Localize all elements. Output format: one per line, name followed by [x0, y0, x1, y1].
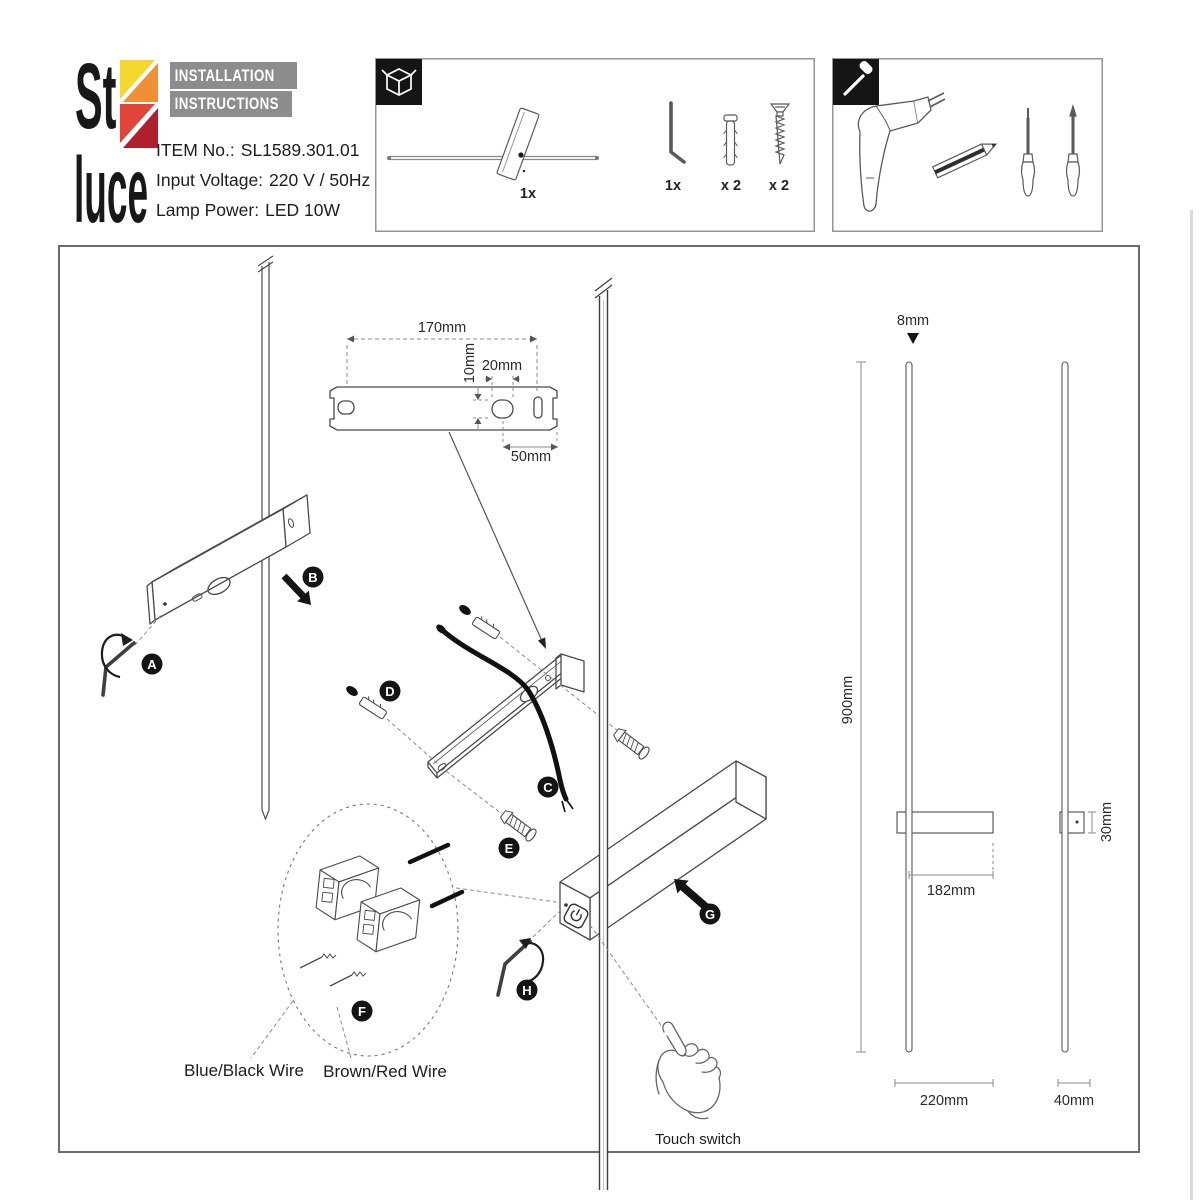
dim-front-width: 220mm [919, 1093, 969, 1109]
item-number-value: SL1589.301.01 [240, 140, 360, 160]
title-line-2: INSTRUCTIONS [174, 94, 279, 113]
step-letter-e: E [504, 841, 514, 856]
scan-edge-shadow [1190, 210, 1193, 1200]
dim-rod-diameter: 8mm [896, 313, 930, 329]
brown-red-wire-label: Brown/Red Wire [323, 1062, 447, 1081]
step-letter-f: F [358, 1004, 366, 1019]
logo-color-mark [120, 60, 158, 148]
side-view-screw-dot [1076, 821, 1079, 824]
step-marker-f [352, 1001, 373, 1022]
front-view-rod [906, 362, 912, 1052]
st-luce-logo [72, 52, 164, 234]
dim-slot-height: 10mm [462, 342, 478, 384]
instructions-title-bar [170, 91, 292, 117]
lamp-power-line [156, 200, 340, 221]
step-marker-d [380, 681, 401, 702]
touch-switch-label: Touch switch [655, 1131, 741, 1148]
input-voltage-line [156, 170, 370, 191]
logo-wordmark-top [75, 52, 116, 149]
step-marker-g [700, 904, 721, 925]
logo-text-luce: luce [74, 137, 149, 234]
lamp-power-value: LED 10W [265, 200, 340, 220]
wall-plug-qty-label: x 2 [720, 178, 742, 194]
step-marker-e [499, 838, 520, 859]
package-contents-panel [375, 58, 815, 232]
step-letter-a: A [147, 657, 157, 672]
dim-body-length: 182mm [926, 883, 976, 899]
item-number-line [156, 140, 360, 161]
package-panel-border [376, 59, 815, 232]
step-marker-c [538, 777, 559, 798]
step-marker-a [142, 654, 163, 675]
set-screw-hole [564, 903, 568, 907]
main-installation-diagram [58, 245, 1140, 1200]
step-letter-c: C [543, 780, 553, 795]
tools-panel [832, 58, 1103, 232]
bracket-drawing-2d [330, 387, 557, 430]
dim-side-width: 40mm [1053, 1093, 1095, 1109]
title-line-1: INSTALLATION [174, 65, 275, 85]
lamp-power-label: Lamp Power: [156, 200, 260, 220]
step-letter-g: G [704, 907, 716, 922]
step-letter-h: H [522, 983, 532, 998]
lamp-qty-label: 1x [519, 186, 537, 202]
item-number-label: ITEM No.: [156, 140, 235, 160]
logo-text-st: St [75, 52, 117, 149]
screw-qty-label: x 2 [768, 178, 790, 194]
allen-key-qty-label: 1x [664, 178, 682, 194]
dim-bracket-length: 170mm [417, 320, 467, 336]
side-view-rod [1062, 362, 1068, 1052]
step-letter-b: B [308, 570, 318, 585]
step-marker-h [517, 980, 538, 1001]
blue-black-wire-label: Blue/Black Wire [184, 1061, 304, 1080]
dim-slot-width: 20mm [481, 358, 523, 374]
dim-body-depth: 30mm [1099, 801, 1115, 843]
dim-fixture-height: 900mm [840, 675, 856, 725]
step-letter-d: D [385, 684, 395, 699]
input-voltage-value: 220 V / 50Hz [269, 170, 371, 190]
dim-slot-offset: 50mm [510, 449, 552, 465]
installation-title-bar [170, 62, 297, 89]
step-marker-b [303, 567, 324, 588]
input-voltage-label: Input Voltage: [156, 170, 264, 190]
